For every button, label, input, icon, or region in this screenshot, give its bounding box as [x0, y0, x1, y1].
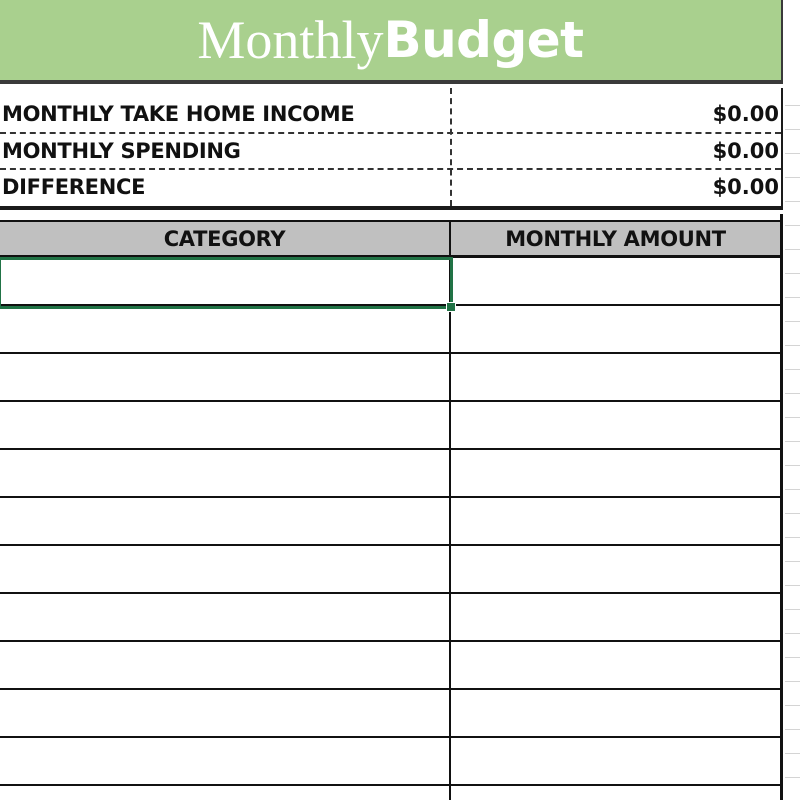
category-cell[interactable]	[0, 306, 451, 352]
title-banner[interactable]	[0, 0, 783, 84]
gridlines	[785, 0, 800, 800]
fill-handle[interactable]	[446, 302, 456, 312]
table-row	[0, 786, 780, 800]
category-cell[interactable]	[0, 594, 451, 640]
amount-cell[interactable]	[451, 594, 780, 640]
category-cell[interactable]	[0, 498, 451, 544]
category-header[interactable]: CATEGORY	[0, 222, 451, 255]
amount-cell[interactable]	[451, 498, 780, 544]
income-label[interactable]: MONTHLY TAKE HOME INCOME	[2, 102, 355, 126]
spending-label[interactable]: MONTHLY SPENDING	[2, 139, 241, 163]
table-row	[0, 450, 780, 498]
summary-block	[0, 88, 783, 210]
category-cell[interactable]	[0, 546, 451, 592]
category-cell[interactable]	[0, 642, 451, 688]
category-cell[interactable]	[0, 354, 451, 400]
amount-cell[interactable]	[451, 690, 780, 736]
income-value[interactable]: $0.00	[712, 102, 779, 126]
category-cell[interactable]	[0, 450, 451, 496]
table-header	[0, 220, 780, 258]
title-budget: Budget	[383, 11, 584, 69]
amount-cell[interactable]	[451, 354, 780, 400]
table-row	[0, 498, 780, 546]
table-row	[0, 546, 780, 594]
category-cell[interactable]	[0, 402, 451, 448]
table-row	[0, 642, 780, 690]
summary-row-income	[0, 96, 781, 134]
table-row	[0, 306, 780, 354]
difference-label[interactable]: DIFFERENCE	[2, 175, 146, 199]
amount-cell[interactable]	[451, 402, 780, 448]
difference-value[interactable]: $0.00	[712, 175, 779, 199]
category-cell[interactable]	[0, 786, 451, 800]
spending-value[interactable]: $0.00	[712, 139, 779, 163]
active-cell-selection[interactable]	[0, 257, 453, 309]
summary-row-spending	[0, 134, 781, 170]
table-row	[0, 738, 780, 786]
table-row	[0, 402, 780, 450]
amount-cell[interactable]	[451, 258, 780, 304]
summary-row-difference	[0, 170, 781, 204]
table-row	[0, 354, 780, 402]
category-cell[interactable]	[0, 738, 451, 784]
title-monthly: Monthly	[197, 10, 384, 70]
table-row	[0, 594, 780, 642]
monthly-amount-header[interactable]: MONTHLY AMOUNT	[505, 226, 726, 251]
amount-cell[interactable]	[451, 786, 780, 800]
table-rows	[0, 258, 780, 800]
amount-cell[interactable]	[451, 738, 780, 784]
category-cell[interactable]	[0, 690, 451, 736]
amount-cell[interactable]	[451, 450, 780, 496]
amount-cell[interactable]	[451, 546, 780, 592]
amount-cell[interactable]	[451, 642, 780, 688]
amount-cell[interactable]	[451, 306, 780, 352]
table-row	[0, 690, 780, 738]
